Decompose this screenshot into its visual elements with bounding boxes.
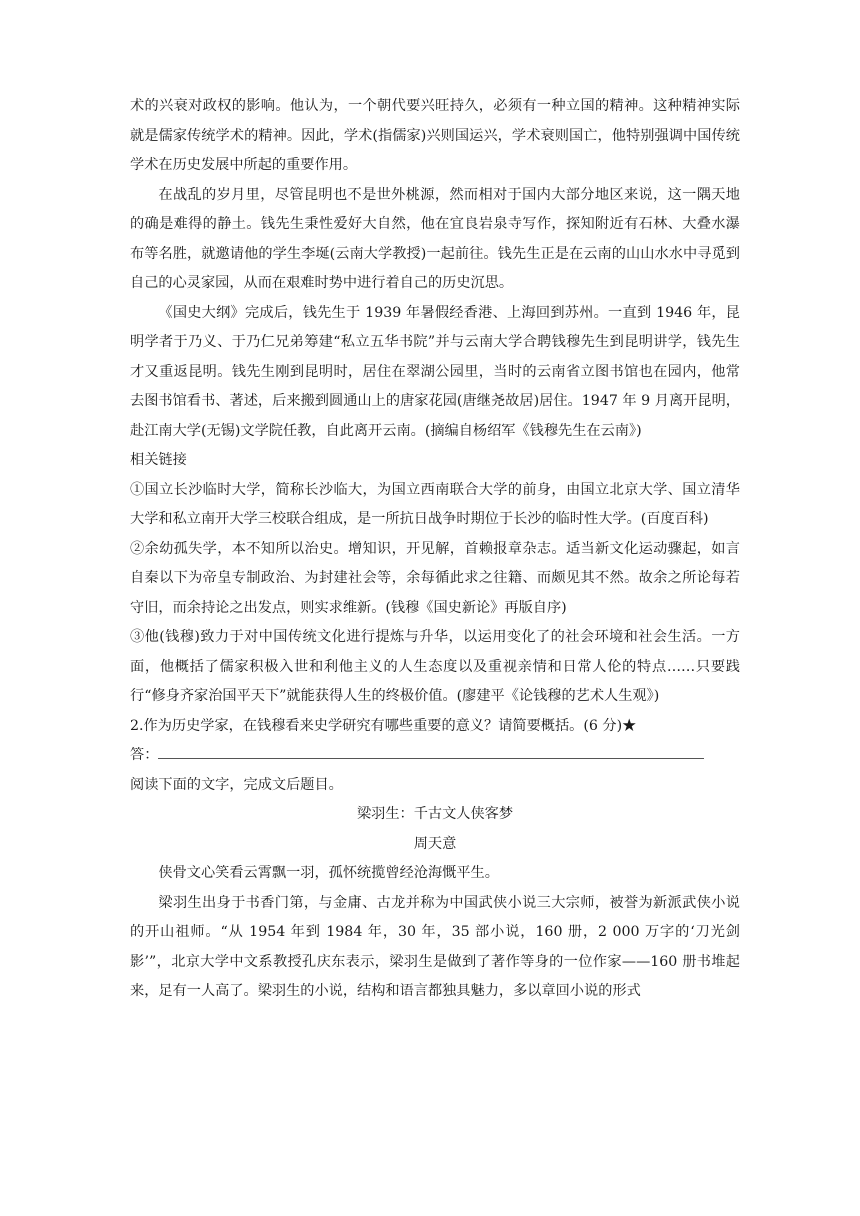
related-link-3: ③他(钱穆)致力于对中国传统文化进行提炼与升华，以运用变化了的社会环境和社会生活。一方面，他概括了儒家积极入世和利他主义的人生态度以及重视亲情和日常人伦的特点……只要践行“修身齐家治国平天下”就能获得人生的终极价值。(廖建平《论钱穆的艺术人生观》) <box>130 629 740 704</box>
article-paragraph-2: 在战乱的岁月里，尽管昆明也不是世外桃源，然而相对于国内大部分地区来说，这一隅天地的确是难得的静土。钱先生秉性爱好大自然，他在宜良岩泉寺写作，探知附近有石林、大叠水瀑布等名胜，就邀请他的学生李埏(云南大学教授)一起前往。钱先生正是在云南的山山水水中寻觅到自己的心灵家园，从而在艰难时势中进行着自己的历史沉思。 <box>130 186 740 291</box>
reading-instruction: 阅读下面的文字，完成文后题目。 <box>130 776 343 793</box>
reading-paragraph-1: 梁羽生出身于书香门第，与金庸、古龙并称为中国武侠小说三大宗师，被誉为新派武侠小说的开山祖师。“从 1954 年到 1984 年，30 年，35 部小说，160 册，2 000 万字的‘刀光剑影’”，北京大学中文系教授孔庆东表示，梁羽生是做到了著作等身的一位作家——160 册书堆起来，足有一人高了。梁羽生的小说，结构和语言都独具魅力，多以章回小说的形式 <box>130 894 740 999</box>
answer-row <box>130 741 740 771</box>
reading-title: 梁羽生：千古文人侠客梦 <box>356 806 514 822</box>
related-links-heading: 相关链接 <box>130 452 187 468</box>
article-paragraph-1: 术的兴衰对政权的影响。他认为，一个朝代要兴旺持久，必须有一种立国的精神。这种精神实际就是儒家传统学术的精神。因此，学术(指儒家)兴则国运兴，学术衰则国亡，他特别强调中国传统学术在历史发展中所起的重要作用。 <box>130 98 740 173</box>
related-link-2: ②余幼孤失学，本不知所以治史。增知识，开见解，首赖报章杂志。适当新文化运动骤起，如言自秦以下为帝皇专制政治、为封建社会等，余每循此求之往籍、而颇见其不然。故余之所论每若守旧，而余持论之出发点，则实求维新。(钱穆《国史新论》再版自序) <box>130 540 740 616</box>
reading-author: 周天意 <box>413 835 457 852</box>
answer-label: 答： <box>130 747 159 763</box>
article-paragraph-3: 《国史大纲》完成后，钱先生于 1939 年暑假经香港、上海回到苏州。一直到 1946 年，昆明学者于乃义、于乃仁兄弟筹建“私立五华书院”并与云南大学合聘钱穆先生到昆明讲学，钱先生才又重返昆明。钱先生刚到昆明时，居住在翠湖公园里，当时的云南省立图书馆也在园内，他常去图书馆看书、著述，后来搬到圆通山上的唐家花园(唐继尧故居)居住。1947 年 9 月离开昆明，赴江南大学(无锡)文学院任教，自此离开云南。(摘编自杨绍军《钱穆先生在云南》) <box>130 304 740 439</box>
reading-couplet: 侠骨文心笑看云霄飘一羽，孤怀统揽曾经沧海慨平生。 <box>158 865 499 881</box>
document-body <box>130 92 740 1007</box>
answer-line[interactable] <box>158 744 704 759</box>
related-link-1: ①国立长沙临时大学，简称长沙临大，为国立西南联合大学的前身，由国立北京大学、国立清华大学和私立南开大学三校联合组成，是一所抗日战争时期位于长沙的临时性大学。(百度百科) <box>130 481 740 527</box>
question-2: 2.作为历史学家，在钱穆看来史学研究有哪些重要的意义？请简要概括。(6 分)★ <box>130 717 637 734</box>
